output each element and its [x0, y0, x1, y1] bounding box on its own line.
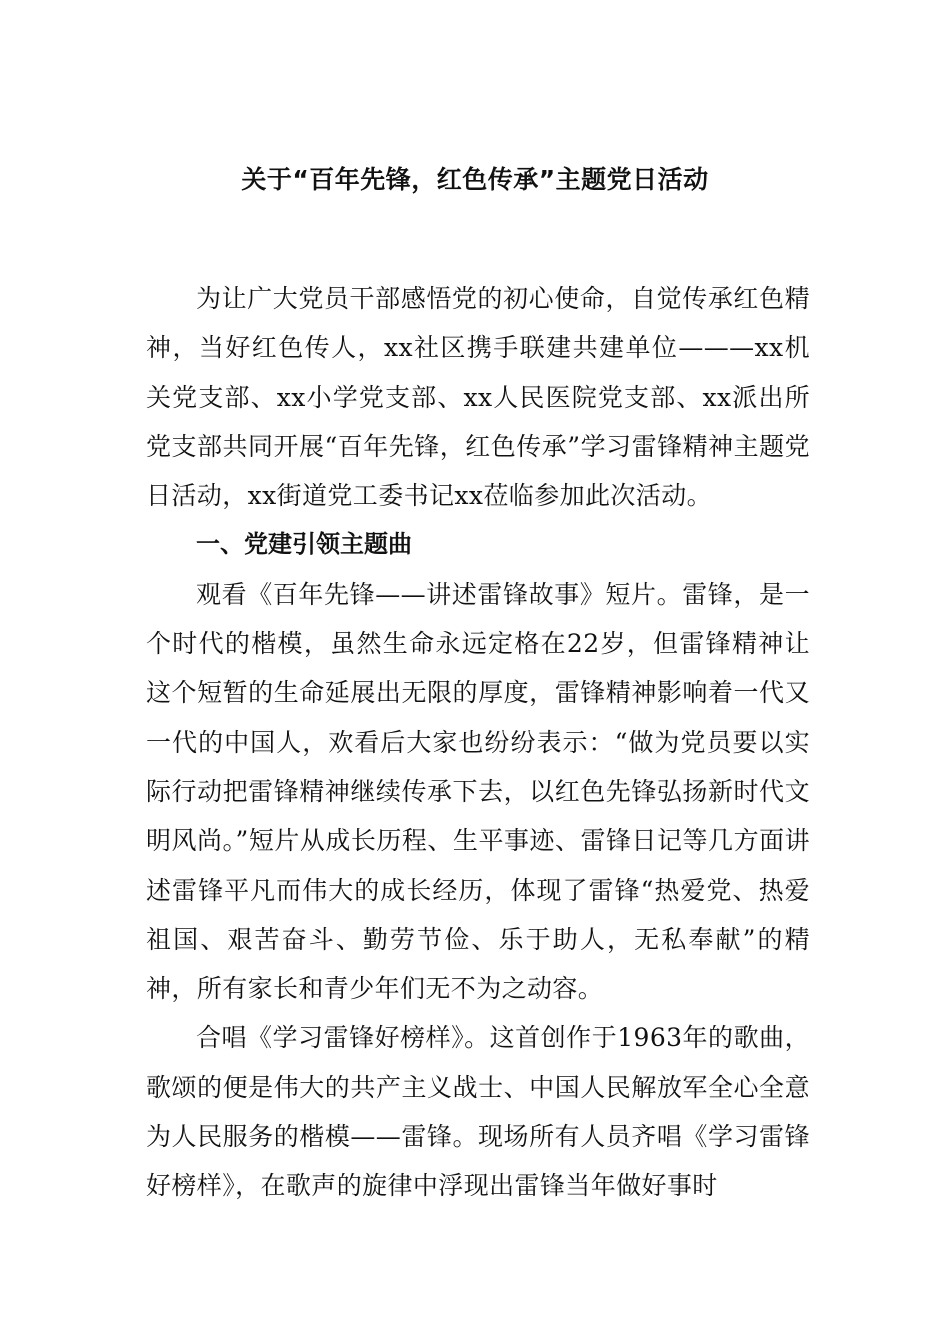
intro-paragraph: 为让广大党员干部感悟党的初心使命，自觉传承红色精神，当好红色传人，xx社区携手联建共建单位———xx机关党支部、xx小学党支部、xx人民医院党支部、xx派出所党支部共同开展“百年先锋，红色传承”学习雷锋精神主题党日活动，xx街道党工委书记xx莅临参加此次活动。 [146, 284, 810, 511]
section-heading: 一、党建引领主题曲 [196, 530, 412, 559]
document-body [146, 274, 810, 1211]
document-title: 关于“百年先锋，红色传承”主题党日活动 [241, 165, 709, 194]
section-paragraph-video: 观看《百年先锋——讲述雷锋故事》短片。雷锋，是一个时代的楷模，虽然生命永远定格在22岁，但雷锋精神让这个短暂的生命延展出无限的厚度，雷锋精神影响着一代又一代的中国人，欢看后大家也纷纷表示：“做为党员要以实际行动把雷锋精神继续传承下去，以红色先锋弘扬新时代文明风尚。”短片从成长历程、生平事迹、雷锋日记等几方面讲述雷锋平凡而伟大的成长经历，体现了雷锋“热爱党、热爱祖国、艰苦奋斗、勤劳节俭、乐于助人，无私奉献”的精神，所有家长和青少年们无不为之动容。 [146, 579, 810, 1004]
section-paragraph-chorus: 合唱《学习雷锋好榜样》。这首创作于1963年的歌曲，歌颂的便是伟大的共产主义战士、中国人民解放军全心全意为人民服务的楷模——雷锋。现场所有人员齐唱《学习雷锋好榜样》，在歌声的旋律中浮现出雷锋当年做好事时 [146, 1023, 810, 1201]
